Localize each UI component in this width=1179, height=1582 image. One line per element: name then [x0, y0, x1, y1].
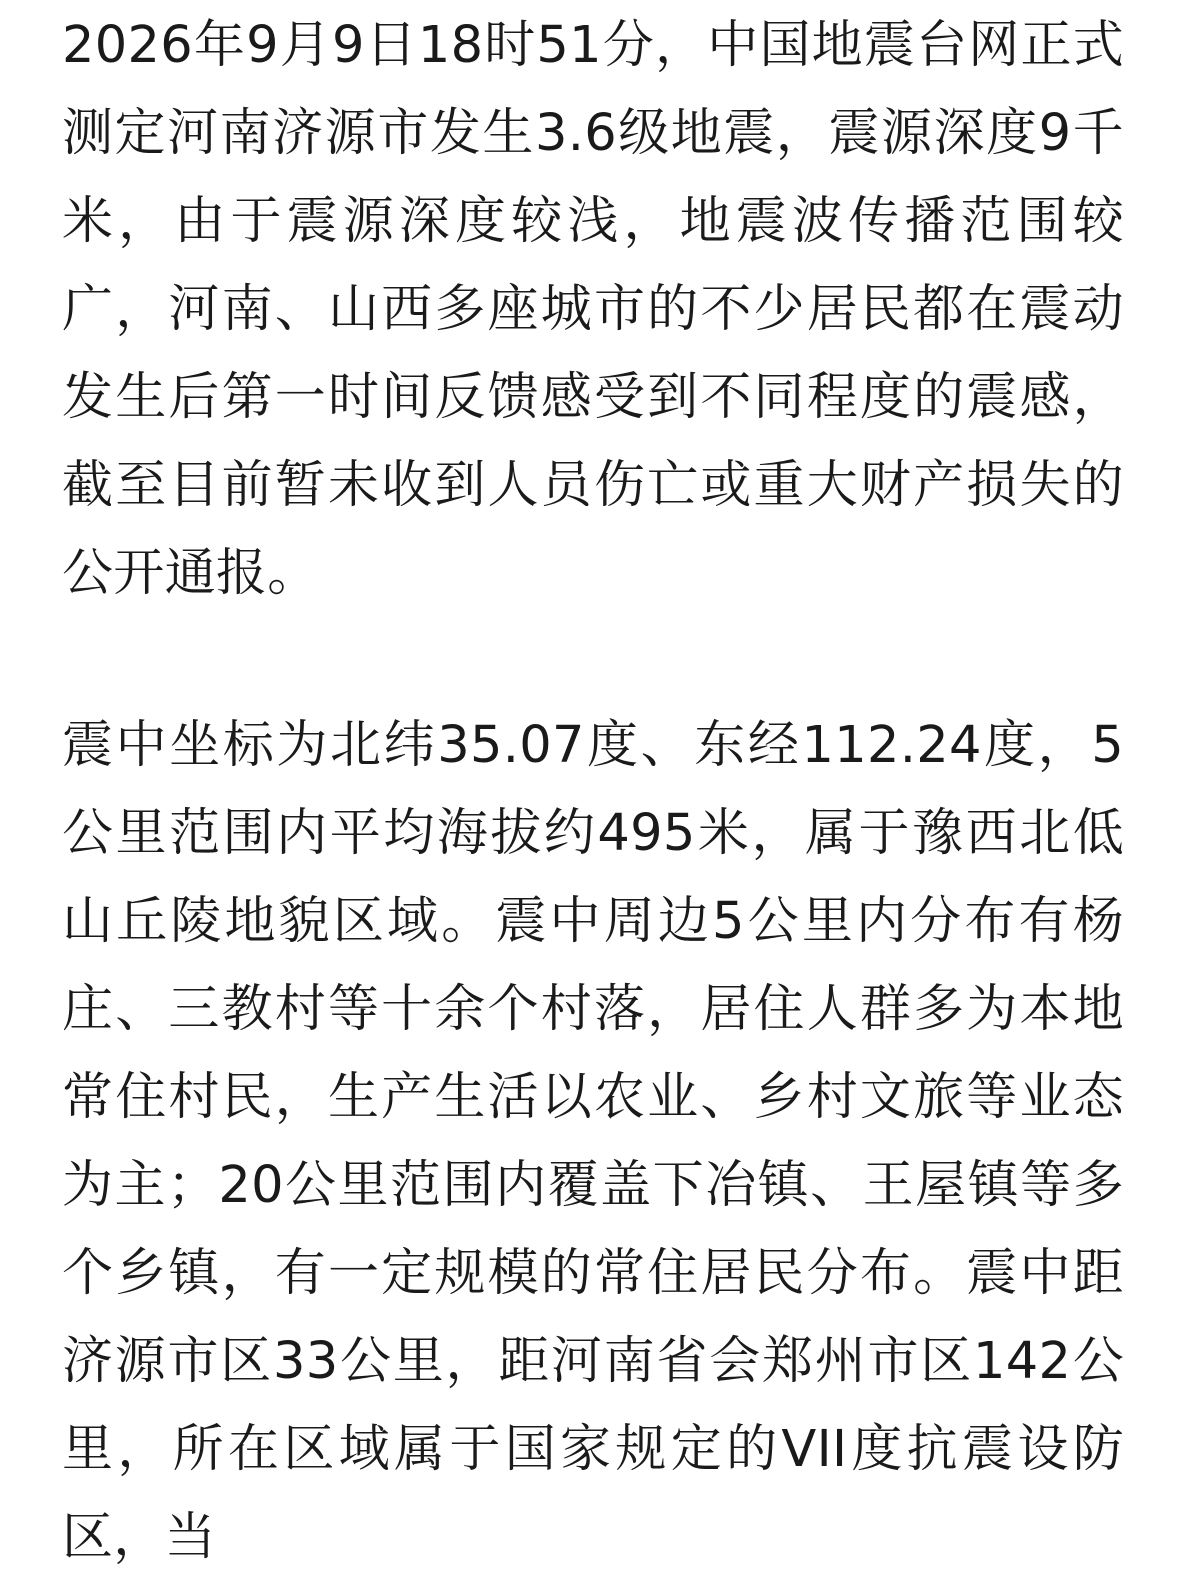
article-paragraph: 震中坐标为北纬35.07度、东经112.24度，5公里范围内平均海拔约495米，属于豫西北低山丘陵地貌区域。震中周边5公里内分布有杨庄、三教村等十余个村落，居住人群多为本地常住村民，生产生活以农业、乡村文旅等业态为主；20公里范围内覆盖下冶镇、王屋镇等多个乡镇，有一定规模的常住居民分布。震中距济源市区33公里，距河南省会郑州市区142公里，所在区域属于国家规定的VII度抗震设防区，当: [62, 716, 1124, 1567]
article-paragraph: 2026年9月9日18时51分，中国地震台网正式测定河南济源市发生3.6级地震，震源深度9千米，由于震源深度较浅，地震波传播范围较广，河南、山西多座城市的不少居民都在震动发生后第一时间反馈感受到不同程度的震感，截至目前暂未收到人员伤亡或重大财产损失的公开通报。: [62, 16, 1124, 603]
article-body: [62, 0, 1124, 1582]
